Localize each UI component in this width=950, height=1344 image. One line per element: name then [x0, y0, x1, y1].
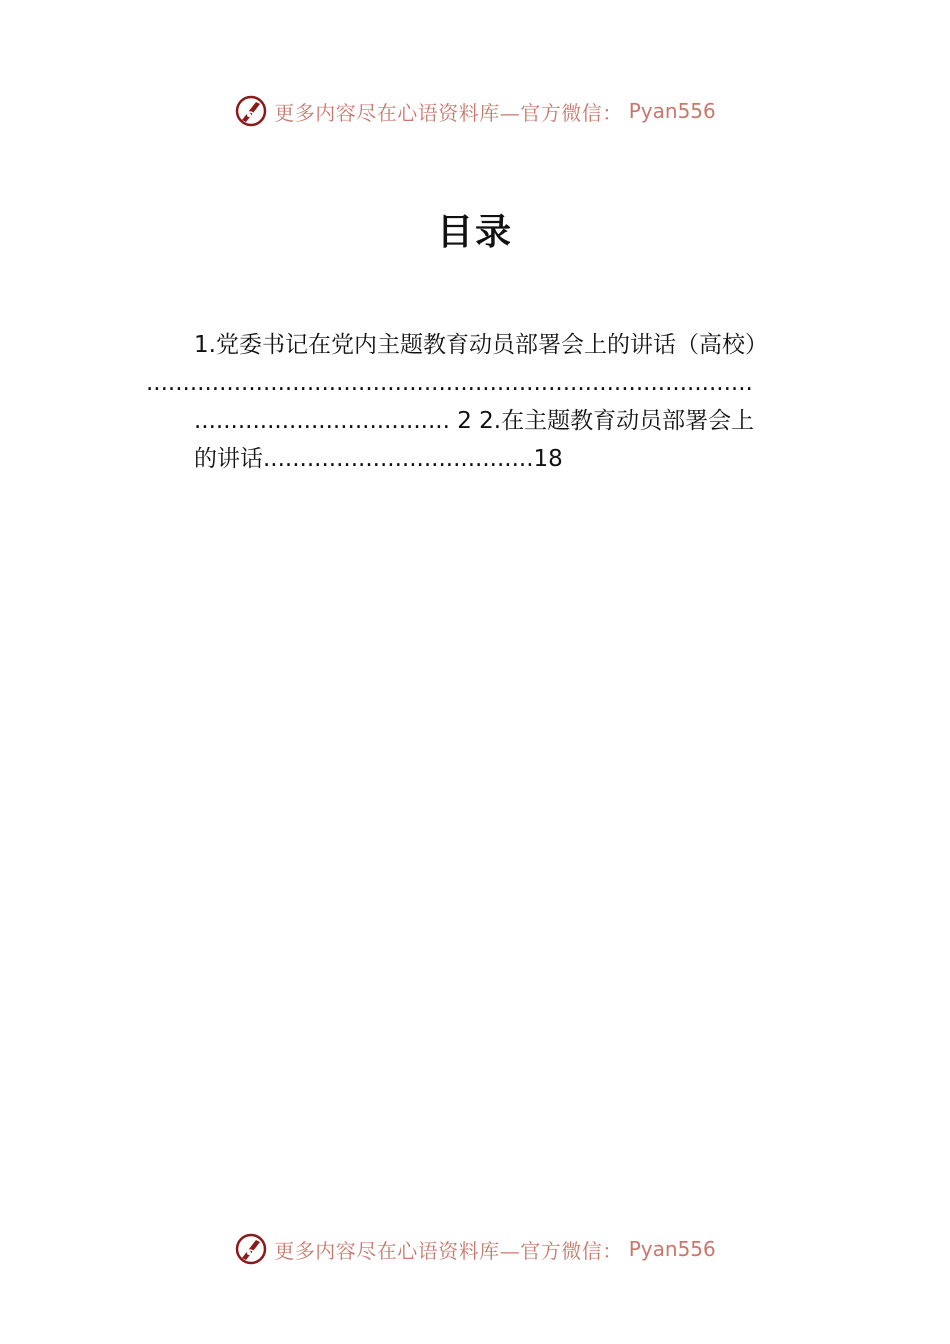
toc-entry-2[interactable]: 的讲话.....................................18 — [194, 446, 563, 472]
footer-watermark-banner — [0, 1232, 950, 1266]
watermark-text: 更多内容尽在心语资料库—官方微信： — [274, 1238, 623, 1263]
toc-leader-dots: ................................................................................... — [146, 370, 753, 396]
wechat-handle: Pyan556 — [628, 99, 716, 123]
page-title: 目录 — [436, 211, 513, 253]
quill-pen-logo-icon — [234, 1232, 268, 1266]
toc-entry-1[interactable]: 1.党委书记在党内主题教育动员部署会上的讲话（高校） — [194, 332, 768, 358]
quill-pen-logo-icon — [234, 94, 268, 128]
watermark-text: 更多内容尽在心语资料库—官方微信： — [274, 100, 623, 125]
toc-entry-1-page-and-entry-2[interactable]: ................................... 2 2.在主题教育动员部署会上 — [194, 408, 755, 434]
header-watermark-banner — [0, 94, 950, 128]
wechat-handle: Pyan556 — [628, 1237, 716, 1261]
table-of-contents — [146, 326, 816, 478]
